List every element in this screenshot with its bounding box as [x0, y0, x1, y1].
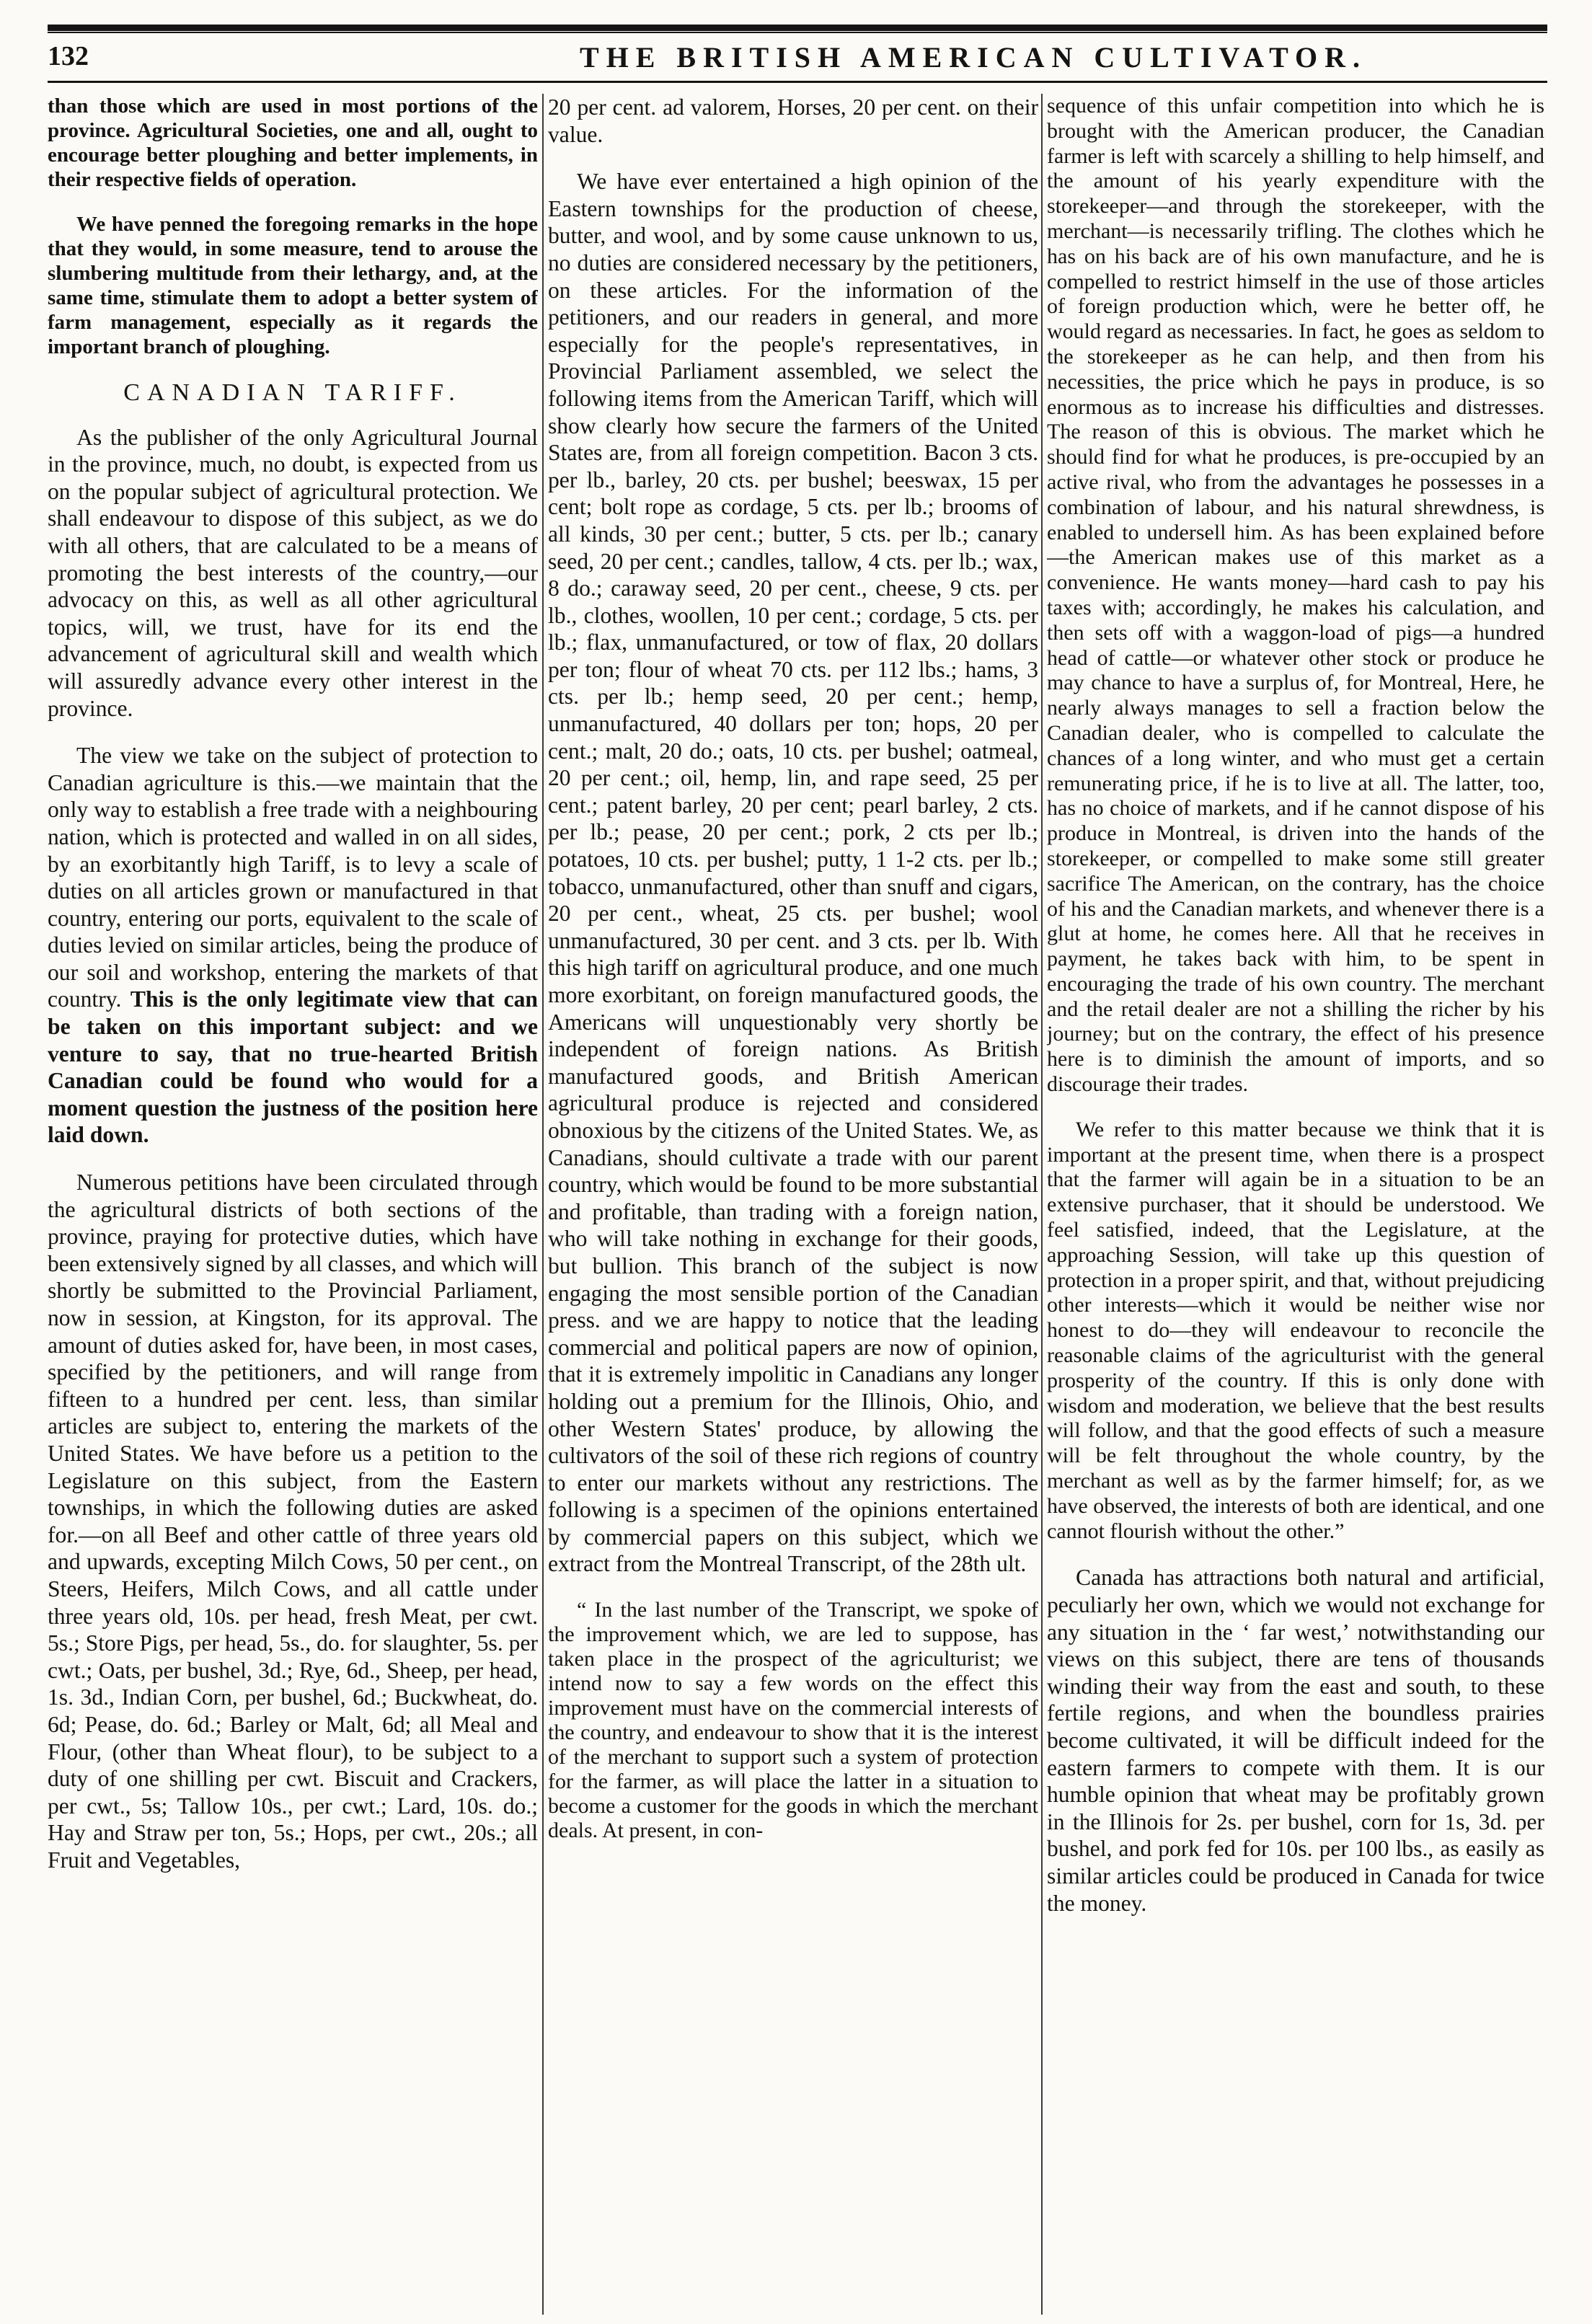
column-divider-2: [1041, 94, 1043, 2315]
paragraph: [48, 742, 538, 1149]
header-underline: [48, 81, 1547, 83]
column-1: [48, 94, 538, 2307]
header-rule-thin: [48, 32, 1547, 33]
page-number: 132: [48, 41, 89, 71]
column-3: [1047, 94, 1544, 2307]
running-title: THE BRITISH AMERICAN CULTIVATOR.: [579, 41, 1368, 74]
paragraph: Canada has attractions both natural and artificial, peculiarly her own, which we would not exchange for any situation in the ‘ far west,’ notwithstanding our views on this subject, there are tens of thousands winding their way from the east and south, to these fertile regions, and when the boundless prairies become cultivated, it will be difficult indeed for the eastern farmers to compete with them. It is our humble opinion that wheat may be profitably grown in the Illinois for 2s. per bushel, corn for 1s, 3d. per bushel, and pork fed for 10s. per 100 lbs., as easily as similar articles could be produced in Canada for twice the money.: [1047, 1565, 1544, 1916]
section-title: CANADIAN TARIFF.: [123, 379, 462, 406]
paragraph: We have penned the foregoing remarks in the hope that they would, in some measure, tend to arouse the slumbering multitude from their lethargy, and, at the same time, stimulate them to adopt a better system of farm management, especially as it regards the important branch of ploughing.: [48, 213, 538, 358]
column-2: [548, 94, 1038, 2307]
header-rule-thick: [48, 25, 1547, 31]
paragraph: Numerous petitions have been circulated through the agricultural districts of both sections of the province, praying for protective duties, which have been extensively signed by all classes, and which will shortly be submitted to the Provincial Parliament, now in session, at Kingston, for its approval. The amount of duties asked for, have been, in most cases, specified by the petitioners, and will range from fifteen to a hundred per cent. less, than similar articles are subject to, entering the markets of the United States. We have before us a petition to the Legislature on this subject, from the Eastern townships, in which the following duties are asked for.—on all Beef and other cattle of three years old and upwards, excepting Milch Cows, 50 per cent., on Steers, Heifers, Milch Cows, and all cattle under three years old, 10s. per head, fresh Meat, per cwt. 5s.; Store Pigs, per head, 5s., do. for slaughter, 5s. per cwt.; Oats, per bushel, 3d.; Rye, 6d., Sheep, per head, 1s. 3d., Indian Corn, per bushel, 6d.; Buckwheat, do. 6d; Pease, do. 6d.; Barley or Malt, 6d; all Meal and Flour, (other than Wheat flour), to be subject to a duty of one shilling per cwt. Biscuit and Crackers, per cwt., 5s; Tallow 10s., per cwt.; Lard, 10s. do.; Hay and Straw per ton, 5s.; Hops, per cwt., 20s.; all Fruit and Vegetables,: [48, 1170, 538, 1873]
paragraph-text: The view we take on the subject of protection to Canadian agriculture is this.—we maintain that the only way to establish a free trade with a neighbouring nation, which is protected and walled in on all sides, by an exorbitantly high Tariff, is to levy a scale of duties on all articles grown or manufactured in that country, entering our ports, equivalent to the scale of duties levied on similar articles, being the produce of our soil and workshop, entering the markets of that country.: [48, 743, 538, 1012]
emphasis-text: This is the only legitimate view that can be taken on this important subject: and we venture to say, that no true-hearted British Canadian could be found who would for a moment question the justness of the position here laid down.: [48, 986, 538, 1148]
quoted-paragraph: “ In the last number of the Transcript, we spoke of the improvement which, we are led to suppose, has taken place in the prospect of the agriculturist; we intend now to say a few words on the effect this improvement must have on the commercial interests of the country, and endeavour to show that it is the interest of the merchant to support such a system of protection for the farmer, as will place the latter in a situation to become a customer for the goods in which the merchant deals. At present, in con-: [548, 1598, 1038, 1843]
paragraph: 20 per cent. ad valorem, Horses, 20 per cent. on their value.: [548, 94, 1038, 147]
paragraph: than those which are used in most portions of the province. Agricultural Societies, one and all, ought to encourage better ploughing and better implements, in their respective fields of operation.: [48, 94, 538, 191]
paragraph-text: With this high tariff on agricultural produce, and one much more exorbitant, on foreign manufactured goods, the Americans will unquestionably very shortly be independent of foreign nations. As British manufactured goods, and British American agricultural produce is rejected and considered obnoxious by the citizens of the United States. We, as Canadians, should cultivate a trade with our parent country, which would be found to be more substantial and profitable, than trading with a foreign nation, who will take nothing in exchange for their goods, but bullion. This branch of the subject is now engaging the most sensible portion of the Canadian press. and we are happy to notice that the leading commercial and political papers are now of opinion, that it is extremely impolitic in Canadians any longer holding out a premium for the Illinois, Ohio, and other Western States' produce, by allowing the cultivators of the soil of these rich regions of country to enter our markets without any restrictions. The following is a specimen of the opinions entertained by commercial papers on this subject, which we extract from the Montreal Transcript, of the 28th ult.: [548, 927, 1038, 1577]
paragraph-text: We have ever entertained a high opinion of the Eastern townships for the production of cheese, butter, and wool, and by some cause unknown to us, no duties are considered necessary by the petitioners, on these articles. For the information of the petitioners, and our readers in general, and more especially for the people's representatives, in Provincial Parliament assembled, we select the following items from the American Tariff, which will show clearly how secure the farmers of the United States are, from all foreign competition. Bacon 3 cts. per lb., barley, 20 cts. per bushel; beeswax, 15 per cent; bolt rope as cordage, 5 cts. per lb.; brooms of all kinds, 30 per cent.; butter, 5 cts. per lb.; canary seed, 20 per cent.; candles, tallow, 4 cts. per lb.; wax, 8 do.; caraway seed, 20 per cent., cheese, 9 cts. per lb., clothes, woollen, 10 per cent.; cordage, 5 cts. per lb.; flax, unmanufactured, or tow of flax, 20 dollars per ton; flour of wheat 70 cts. per 112 lbs.; hams, 3 cts. per lb.; hemp seed, 20 per cent.; hemp, unmanufactured, 40 dollars per ton; hops, 20 per cent.; malt, 20 do.; oats, 10 cts. per bushel; oatmeal, 20 per cent.; oil, hemp, lin, and rape seed, 25 per cent.; patent barley, 20 per cent; pearl barley, 2 cts. per lb.; pease, 20 per cent.; pork, 2 cts per lb.; potatoes, 10 cts. per bushel; putty, 1 1-2 cts. per lb.; tobacco, unmanufactured, other than snuff and cigars, 20 per cent., wheat, 25 cts. per bushel; wool unmanufactured, 30 per cent. and 3 cts. per lb.: [548, 169, 1038, 953]
paragraph: We refer to this matter because we think that it is important at the present time, when there is a prospect that the farmer will again be in a situation to be an extensive purchaser, that it should be understood. We feel satisfied, indeed, that the Legislature, at the approaching Session, will take up this question of protection in a proper spirit, and that, without prejudicing other interests—which it would be neither wise nor honest to do—they will endeavour to reconcile the reasonable claims of the agriculturist with the general prosperity of the country. If this is only done with wisdom and moderation, we believe that the best results will follow, and that the good effects of such a measure will be felt throughout the whole country, by the merchant as well as by the farmer himself; for, as we have observed, the interests of both are identical, and one cannot flourish without the other.”: [1047, 1117, 1544, 1543]
paragraph: [548, 168, 1038, 1578]
paragraph: sequence of this unfair competition into which he is brought with the American producer, the Canadian farmer is left with scarcely a shilling to help himself, and the amount of his yearly expenditure with the storekeeper—and through the storekeeper, with the merchant—is necessarily trifling. The clothes which he has on his back are of his own manufacture, and he is compelled to restrict himself in the use of those articles of foreign production which, were he better off, he would regard as necessaries. In fact, he goes as seldom to the storekeeper as he can help, and then from his necessities, the price which he pays in produce, is so enormous as to increase his difficulties and distresses. The reason of this is obvious. The market which he should find for what he produces, is pre-occupied by an active rival, who from the advantages he possesses in a combination of labour, and his natural shrewdness, is enabled to undersell him. As has been explained before—the American makes use of this market as a convenience. He wants money—hard cash to pay his taxes with; accordingly, he makes his calculation, and then sets off with a waggon-load of pigs—a hundred head of cattle—or whatever other stock or produce he may chance to have a surplus of, for Montreal, Here, he nearly always manages to sell a fraction below the Canadian dealer, who is compelled to calculate the chances of a long winter, and who must get a certain remunerating price, if he is to live at all. The latter, too, has no choice of markets, and if he cannot dispose of his produce in Montreal, is driven into the hands of the storekeeper, or compelled to make some still greater sacrifice The American, on the contrary, has the choice of his and the Canadian markets, and whenever there is a glut at home, he comes here. All that he receives in payment, he takes back with him, to be spent in encouraging the trade of his own country. The merchant and the retail dealer are not a shilling the richer by his journey; but on the contrary, the effect of his presence here is to diminish the amount of imports, and so discourage their trades.: [1047, 94, 1544, 1097]
column-divider-1: [542, 94, 544, 2315]
paragraph: As the publisher of the only Agricultural Journal in the province, much, no doubt, is expected from us on the popular subject of agricultural protection. We shall endeavour to dispose of this subject, as we do with all others, that are calculated to be a means of promoting the best interests of the country,—our advocacy on this, as well as all other agricultural topics, will, we trust, have for its end the advancement of agricultural skill and wealth which will assuredly advance every other interest in the province.: [48, 424, 538, 721]
